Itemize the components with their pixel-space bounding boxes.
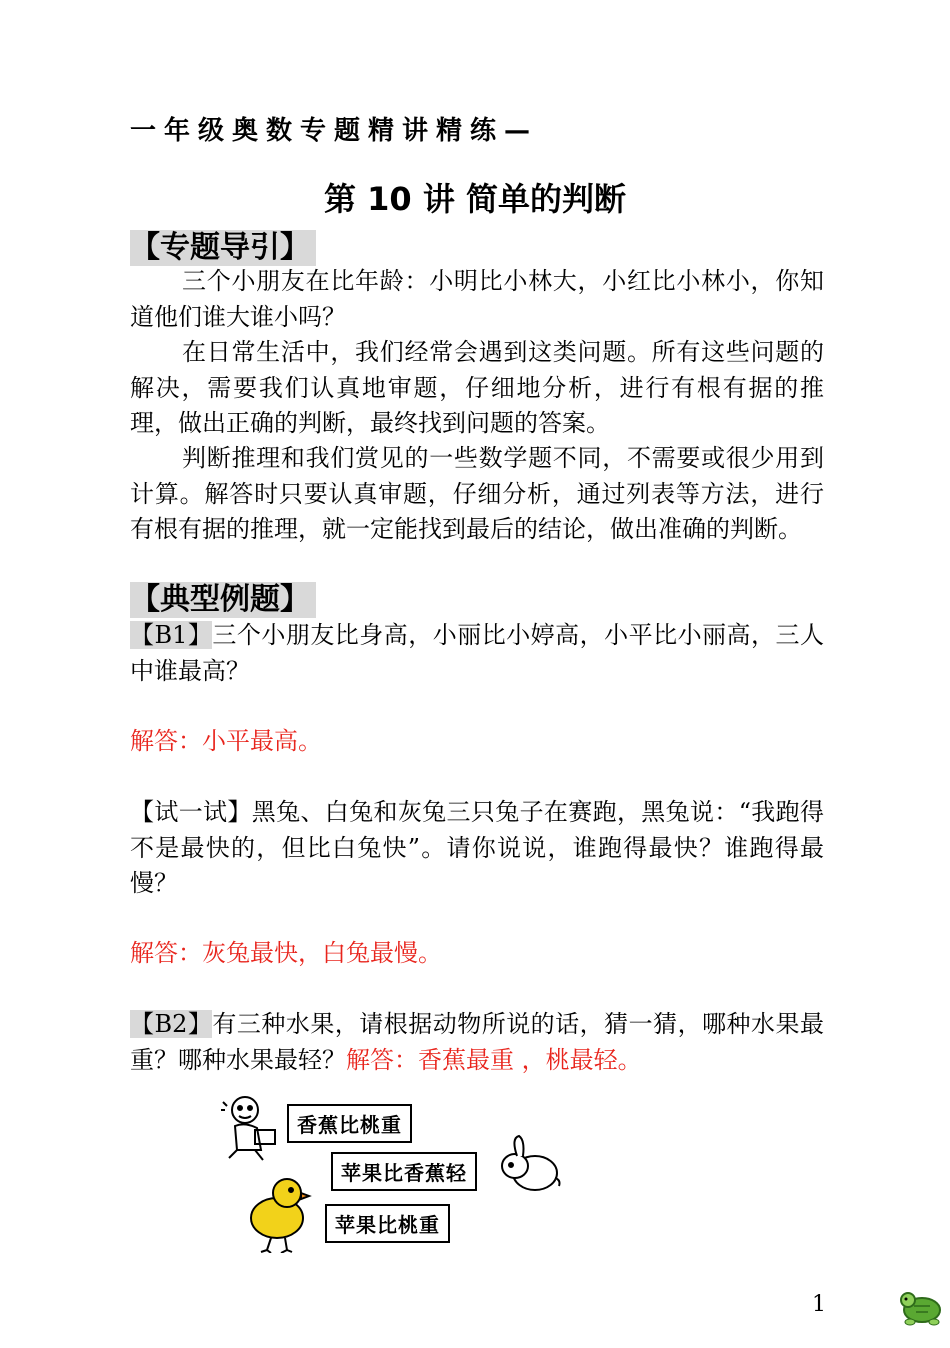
example-b2-question	[130, 1007, 824, 1078]
example-b1-tag: 【B1】	[130, 621, 213, 649]
fruit-weight-illustration	[215, 1088, 575, 1253]
try-text: 黑兔、白兔和灰兔三只兔子在赛跑，黑兔说：“我跑得不是最快的，但比白兔快”。请你说说，谁跑得最快？谁跑得最慢？	[130, 798, 825, 897]
lecture-title: 第 10 讲 简单的判断	[324, 180, 626, 218]
example-b1-text: 三个小朋友比身高，小丽比小婷高，小平比小丽高，三人中谁最高？	[130, 621, 825, 685]
example-b2-text: 有三种水果，请根据动物所说的话，猜一猜，哪种水果最重？哪种水果最轻？	[130, 1010, 825, 1074]
intro-paragraph-1: 三个小朋友在比年龄：小明比小林大，小红比小林小，你知道他们谁大谁小吗？	[130, 267, 824, 331]
example-b1-question	[130, 618, 824, 689]
intro-paragraph-3: 判断推理和我们赏见的一些数学题不同，不需要或很少用到计算。解答时只要认真审题，仔细分析，通过列表等方法，进行有根有据的推理，就一定能找到最后的结论，做出准确的判断。	[130, 444, 824, 543]
speech-note-2: 苹果比香蕉轻	[331, 1152, 477, 1191]
example-b2-tag: 【B2】	[130, 1010, 213, 1038]
rabbit-icon	[502, 1136, 560, 1190]
turtle-logo-icon	[898, 1288, 946, 1328]
chick-icon	[251, 1179, 309, 1253]
examples-heading: 【典型例题】	[130, 582, 316, 618]
example-b2-answer: 解答：香蕉最重 ，桃最轻。	[346, 1045, 642, 1074]
series-title: 一年级奥数专题精讲精练—	[130, 116, 539, 146]
page-number: 1	[812, 1292, 826, 1317]
speech-note-3: 苹果比桃重	[325, 1204, 450, 1243]
try-question	[130, 795, 824, 902]
try-tag: 【试一试】	[130, 798, 252, 826]
monkey-icon	[221, 1097, 275, 1160]
intro-paragraph-2: 在日常生活中，我们经常会遇到这类问题。所有这些问题的解决，需要我们认真地审题，仔细地分析，进行有根有据的推理，做出正确的判断，最终找到问题的答案。	[130, 338, 824, 437]
example-b1-answer: 解答：小平最高。	[130, 727, 322, 755]
speech-note-1: 香蕉比桃重	[287, 1104, 412, 1143]
intro-heading: 【专题导引】	[130, 230, 316, 266]
try-answer: 解答：灰兔最快，白兔最慢。	[130, 939, 442, 967]
